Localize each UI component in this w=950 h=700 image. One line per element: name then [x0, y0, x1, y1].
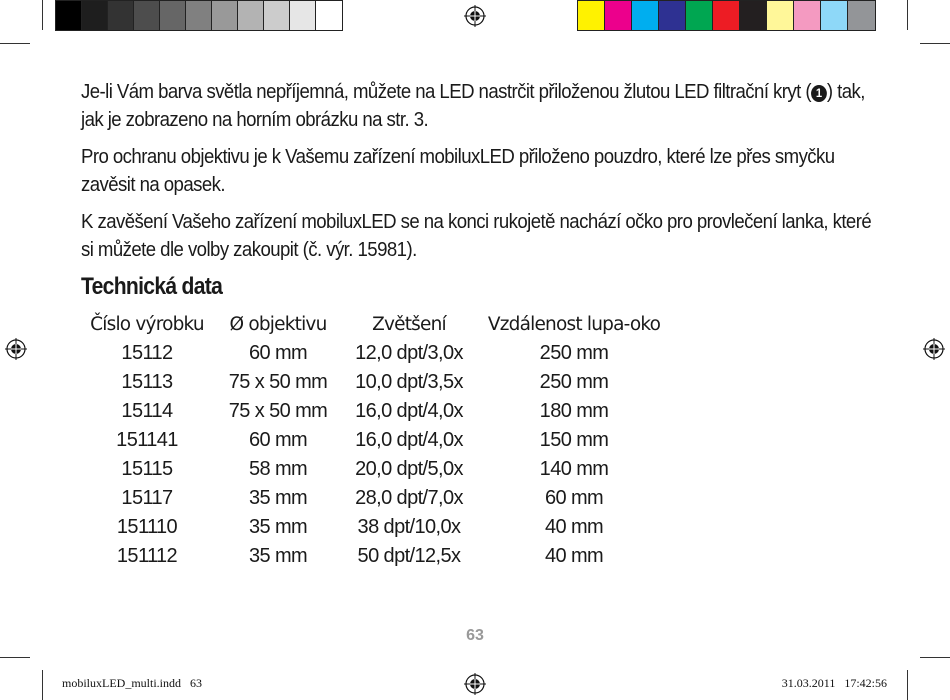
paragraph-filter-cap [81, 78, 881, 134]
table-cell: 250 mm [539, 371, 609, 393]
slug-timestamp: 31.03.2011 17:42:56 [781, 676, 887, 690]
color-swatch [632, 1, 659, 30]
color-swatch [605, 1, 632, 30]
table-cell: 20,0 dpt/5,0x [355, 458, 463, 480]
table-cell: 151112 [116, 545, 178, 567]
table-header-row [81, 309, 673, 339]
color-swatch [767, 1, 794, 30]
color-swatch [740, 1, 767, 30]
table-cell: 15113 [121, 371, 173, 393]
column-header-eye-distance: Vzdálenost lupa-oko [487, 313, 661, 335]
color-swatch [264, 1, 290, 30]
table-row [81, 397, 673, 426]
table-cell: 16,0 dpt/4,0x [355, 400, 463, 422]
registration-mark-right-icon [923, 338, 945, 360]
color-swatch [821, 1, 848, 30]
color-swatch [186, 1, 212, 30]
color-swatch [659, 1, 686, 30]
color-swatch [160, 1, 186, 30]
paragraph-text: Je-li Vám barva světla nepříjemná, můžete na LED nastrčit přiloženou žlutou LED filtrační kryt ( [81, 81, 812, 103]
table-cell: 58 mm [248, 458, 308, 480]
registration-mark-left-icon [5, 338, 27, 360]
color-swatch [56, 1, 82, 30]
crop-mark-bottom-right-v [907, 670, 908, 700]
table-cell: 151141 [116, 429, 178, 451]
section-title: Technická data [81, 273, 223, 300]
table-cell: 40 mm [544, 545, 604, 567]
color-swatch [108, 1, 134, 30]
crop-mark-bottom-right-h [920, 657, 950, 658]
technical-data-table [81, 309, 673, 571]
color-swatch [794, 1, 821, 30]
crop-mark-bottom-left-h [0, 657, 30, 658]
table-cell: 28,0 dpt/7,0x [355, 487, 463, 509]
table-cell: 15115 [121, 458, 173, 480]
crop-mark-top-right-v [907, 0, 908, 30]
column-header-lens-diameter: Ø objektivu [229, 313, 327, 335]
table-cell: 12,0 dpt/3,0x [355, 342, 463, 364]
page-number: 63 [466, 627, 484, 644]
color-swatch [82, 1, 108, 30]
table-cell: 15117 [121, 487, 173, 509]
table-cell: 40 mm [544, 516, 604, 538]
slug-file-info: mobiluxLED_multi.indd 63 [62, 676, 202, 690]
page-content [81, 78, 881, 309]
table-cell: 15112 [121, 342, 173, 364]
color-swatch [848, 1, 875, 30]
table-cell: 250 mm [539, 342, 609, 364]
table-row [81, 426, 673, 455]
paragraph-text: ) tak, jak je zobrazeno na horním obrázku na str. 3. [81, 81, 865, 131]
color-swatch [316, 1, 342, 30]
table-cell: 16,0 dpt/4,0x [355, 429, 463, 451]
table-cell: 10,0 dpt/3,5x [355, 371, 463, 393]
color-swatch [290, 1, 316, 30]
table-cell: 60 mm [248, 429, 308, 451]
table-cell: 35 mm [248, 487, 308, 509]
table-row [81, 484, 673, 513]
grayscale-color-bar [55, 0, 343, 31]
table-cell: 15114 [121, 400, 173, 422]
registration-mark-bottom-icon [464, 673, 486, 695]
process-color-bar [577, 0, 876, 31]
table-cell: 38 dpt/10,0x [357, 516, 461, 538]
table-row [81, 368, 673, 397]
table-row [81, 339, 673, 368]
color-swatch [238, 1, 264, 30]
table-row [81, 513, 673, 542]
table-cell: 180 mm [539, 400, 609, 422]
color-swatch [713, 1, 740, 30]
crop-mark-top-right-h [920, 43, 950, 44]
number-one-marker-icon: 1 [811, 85, 827, 102]
table-cell: 151110 [116, 516, 178, 538]
table-cell: 60 mm [544, 487, 604, 509]
registration-mark-top-icon [464, 5, 486, 27]
table-cell: 60 mm [248, 342, 308, 364]
paragraph-case: Pro ochranu objektivu je k Vašemu zařízení mobiluxLED přiloženo pouzdro, které lze přes smyčku zavěsit na opasek. [81, 146, 835, 196]
color-swatch [134, 1, 160, 30]
paragraph-lanyard: K zavěšení Vašeho zařízení mobiluxLED se na konci rukojetě nachází očko pro provlečení lanka, které si můžete dle volby zakoupit (č. výr. 15981). [81, 211, 872, 261]
table-cell: 35 mm [248, 545, 308, 567]
color-swatch [212, 1, 238, 30]
table-row [81, 542, 673, 571]
column-header-product-number: Číslo výrobku [90, 313, 204, 335]
color-swatch [686, 1, 713, 30]
crop-mark-top-left-v [42, 0, 43, 30]
table-cell: 75 x 50 mm [228, 400, 328, 422]
table-row [81, 455, 673, 484]
crop-mark-top-left-h [0, 43, 30, 44]
table-cell: 150 mm [539, 429, 609, 451]
color-swatch [578, 1, 605, 30]
table-cell: 140 mm [539, 458, 609, 480]
table-cell: 75 x 50 mm [228, 371, 328, 393]
table-cell: 50 dpt/12,5x [357, 545, 461, 567]
table-cell: 35 mm [248, 516, 308, 538]
column-header-magnification: Zvětšení [372, 313, 446, 335]
crop-mark-bottom-left-v [42, 670, 43, 700]
